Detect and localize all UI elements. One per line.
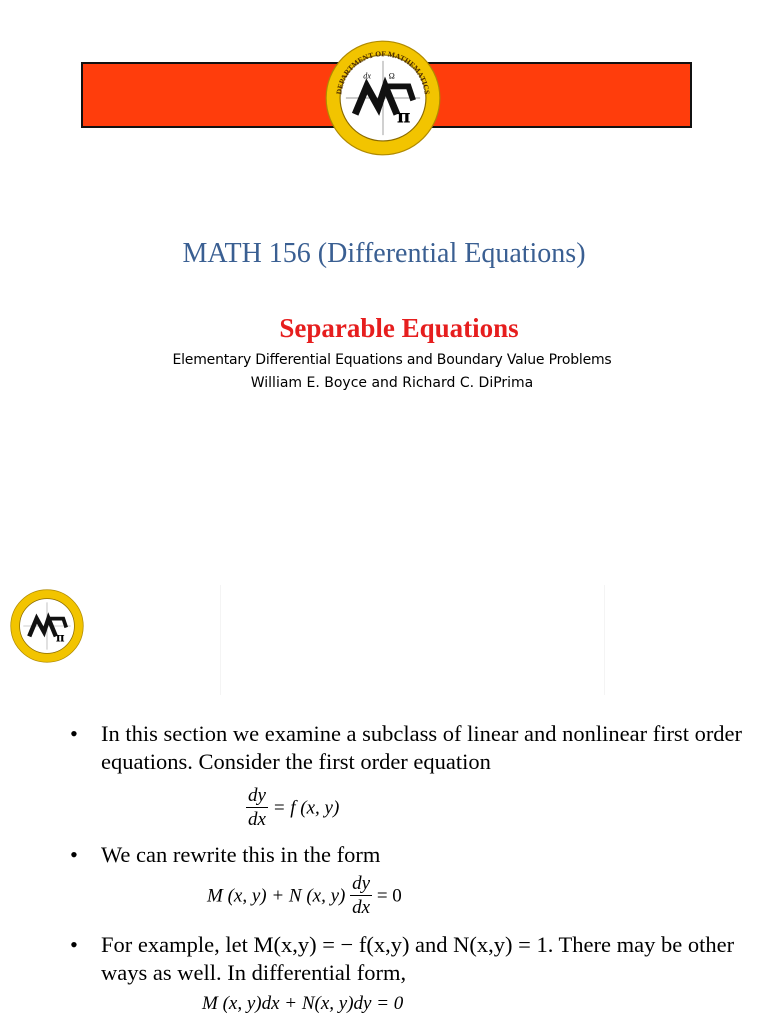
eq2-denominator: dx <box>352 897 371 918</box>
bullet-item-2 <box>70 841 750 871</box>
bullet-symbol: • <box>70 842 78 867</box>
eq2-numerator: dy <box>352 873 371 894</box>
course-title: MATH 156 (Differential Equations) <box>182 238 586 269</box>
equation-1 <box>246 785 339 832</box>
eq1-numerator: dy <box>248 785 266 806</box>
equation-3: M (x, y)dx + N(x, y)dy = 0 <box>202 993 404 1014</box>
bullet-symbol: • <box>70 932 78 957</box>
bullet-symbol: • <box>70 721 78 746</box>
svg-text:π: π <box>396 106 411 128</box>
eq2-lhs: M (x, y) + N (x, y) <box>207 885 346 907</box>
eq1-rhs: = f (x, y) <box>272 797 340 819</box>
eq1-denominator: dx <box>248 809 266 830</box>
svg-text:dx: dx <box>363 71 371 81</box>
bullet-item-3 <box>70 931 750 989</box>
bullet-item-1 <box>70 720 750 778</box>
bullet-text: We can rewrite this in the form <box>101 842 381 867</box>
equation-2 <box>207 873 402 920</box>
bullet-text: In this section we examine a subclass of linear and nonlinear first order equations. Consider the first order equation <box>101 721 743 774</box>
bullet-text: For example, let M(x,y) = − f(x,y) and N(x,y) = 1. There may be other ways as well. In differential form, <box>101 932 735 985</box>
book-authors: William E. Boyce and Richard C. DiPrima <box>250 375 534 391</box>
topic-title: Separable Equations <box>279 313 519 343</box>
slide-divider-right <box>604 585 605 695</box>
eq2-rhs: = 0 <box>376 885 402 907</box>
department-seal-logo <box>325 40 441 156</box>
svg-text:π: π <box>55 630 65 645</box>
book-title: Elementary Differential Equations and Boundary Value Problems <box>172 352 612 368</box>
svg-text:Ω: Ω <box>388 71 395 81</box>
slide-divider-left <box>220 585 221 695</box>
seal-caption: DEPARTMENT OF MATHEMATICS <box>334 49 432 95</box>
department-seal-logo-small <box>10 589 84 663</box>
